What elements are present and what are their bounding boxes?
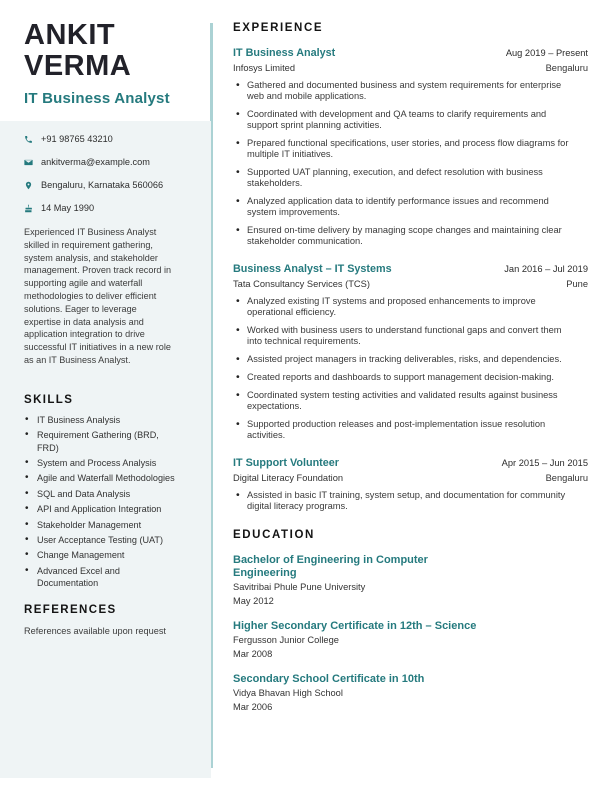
education-degree: Secondary School Certificate in 10th: [233, 672, 425, 685]
skill-item: • Stakeholder Management: [24, 519, 176, 531]
profile-summary: Experienced IT Business Analyst skilled in requirement gathering, system analysis, and stakeholder management. Proven track record in supporting agile and waterfall methodologies to deliver efficient solutions. Eager to leverage expertise in data analysis and application integration to drive successful IT initiatives in a new role as an IT Business Analyst.: [24, 227, 172, 365]
job-location: Bengaluru: [545, 63, 588, 73]
skill-item: • User Acceptance Testing (UAT): [24, 534, 176, 546]
skill-item: • IT Business Analysis: [24, 414, 176, 426]
job-bullet: • Prepared functional specifications, user stories, and process flow diagrams for multiple IT initiatives.: [233, 138, 578, 160]
contact-email: [24, 157, 187, 167]
contact-phone-value: +91 98765 43210: [41, 134, 113, 144]
skill-item: • SQL and Data Analysis: [24, 488, 176, 500]
skill-item: • System and Process Analysis: [24, 457, 176, 469]
job-head: [233, 47, 588, 60]
skill-item: • Change Management: [24, 549, 176, 561]
education-school: Vidya Bhavan High School: [233, 688, 343, 698]
job-title: IT Business Analyst: [233, 47, 336, 59]
job-subhead: [233, 279, 588, 290]
job-subhead: [233, 473, 588, 484]
references-heading: REFERENCES: [24, 603, 117, 616]
job-company: Tata Consultancy Services (TCS): [233, 279, 370, 289]
skill-item: • Requirement Gathering (BRD, FRD): [24, 429, 176, 454]
contact-email-value: ankitverma@example.com: [41, 157, 150, 167]
education-school: Fergusson Junior College: [233, 635, 339, 645]
job: [233, 47, 588, 247]
contact-birthday-value: 14 May 1990: [41, 203, 95, 213]
phone-icon: [24, 135, 33, 144]
contact-location: [24, 180, 187, 190]
education-date: Mar 2006: [233, 701, 273, 712]
experience-jobs: [233, 47, 588, 512]
sidebar-panel: [0, 121, 211, 778]
email-icon: [24, 158, 33, 167]
job-location: Pune: [566, 279, 588, 289]
job-bullet: • Ensured on-time delivery by managing scope changes and maintaining clear stakeholder communication.: [233, 225, 578, 247]
education-heading: EDUCATION: [233, 529, 315, 541]
job-bullet: • Analyzed application data to identify performance issues and recommend system improvements.: [233, 196, 578, 218]
main-column: [233, 21, 588, 726]
education-entry: [233, 673, 588, 713]
job-head: [233, 457, 588, 470]
name-last: VERMA: [24, 50, 132, 82]
job-bullet: • Assisted project managers in tracking deliverables, risks, and dependencies.: [233, 354, 578, 365]
references-text: References available upon request: [24, 625, 166, 636]
job-bullets: [233, 80, 588, 247]
job: [233, 263, 588, 441]
job-title: Business Analyst – IT Systems: [233, 263, 392, 275]
skills-list: [24, 414, 176, 590]
skills-heading: SKILLS: [24, 393, 74, 406]
education-date: May 2012: [233, 595, 274, 606]
education-degree: Higher Secondary Certificate in 12th – Science: [233, 619, 477, 632]
contact-location-value: Bengaluru, Karnataka 560066: [41, 180, 164, 190]
job-bullets: [233, 296, 588, 441]
sidebar-header: [24, 20, 199, 107]
education-date: Mar 2008: [233, 648, 273, 659]
job-title-header: IT Business Analyst: [24, 90, 170, 107]
job-subhead: [233, 63, 588, 74]
job-bullet: • Coordinated with development and QA teams to clarify requirements and support sprint planning activities.: [233, 109, 578, 131]
education-school: Savitribai Phule Pune University: [233, 582, 366, 592]
job-head: [233, 263, 588, 276]
skill-item: • Advanced Excel and Documentation: [24, 565, 176, 590]
contact-birthday: [24, 203, 187, 213]
job-dates: Apr 2015 – Jun 2015: [501, 458, 588, 468]
job-company: Infosys Limited: [233, 63, 296, 73]
job: [233, 457, 588, 512]
job-bullet: • Gathered and documented business and system requirements for enterprise web and mobile applications.: [233, 80, 578, 102]
skill-item: • API and Application Integration: [24, 503, 176, 515]
job-bullet: • Worked with business users to understand functional gaps and convert them into technical requirements.: [233, 325, 578, 347]
location-icon: [24, 181, 33, 190]
education-entry: [233, 554, 588, 607]
education-entry: [233, 620, 588, 660]
job-bullets: [233, 490, 588, 512]
job-bullet: • Assisted in basic IT training, system setup, and documentation for community digital literacy programs.: [233, 490, 578, 512]
job-bullet: • Coordinated system testing activities and validated results against business expectations.: [233, 390, 578, 412]
job-location: Bengaluru: [545, 473, 588, 483]
job-bullet: • Created reports and dashboards to support management decision-making.: [233, 372, 578, 383]
job-bullet: • Supported UAT planning, execution, and defect resolution with business stakeholders.: [233, 167, 578, 189]
experience-heading: EXPERIENCE: [233, 22, 324, 34]
job-dates: Jan 2016 – Jul 2019: [504, 264, 588, 274]
contact-phone: [24, 134, 187, 144]
job-dates: Aug 2019 – Present: [505, 48, 588, 58]
education-entries: [233, 554, 588, 713]
job-bullet: • Supported production releases and post-implementation issue resolution activities.: [233, 419, 578, 441]
skill-item: • Agile and Waterfall Methodologies: [24, 472, 176, 484]
job-title: IT Support Volunteer: [233, 457, 339, 469]
birthday-icon: [24, 204, 33, 213]
education-degree: Bachelor of Engineering in Computer Engineering: [233, 554, 428, 579]
name-first: ANKIT: [24, 19, 116, 51]
education-section: [233, 528, 588, 713]
job-bullet: • Analyzed existing IT systems and proposed enhancements to improve operational efficiency.: [233, 296, 578, 318]
job-company: Digital Literacy Foundation: [233, 473, 344, 483]
